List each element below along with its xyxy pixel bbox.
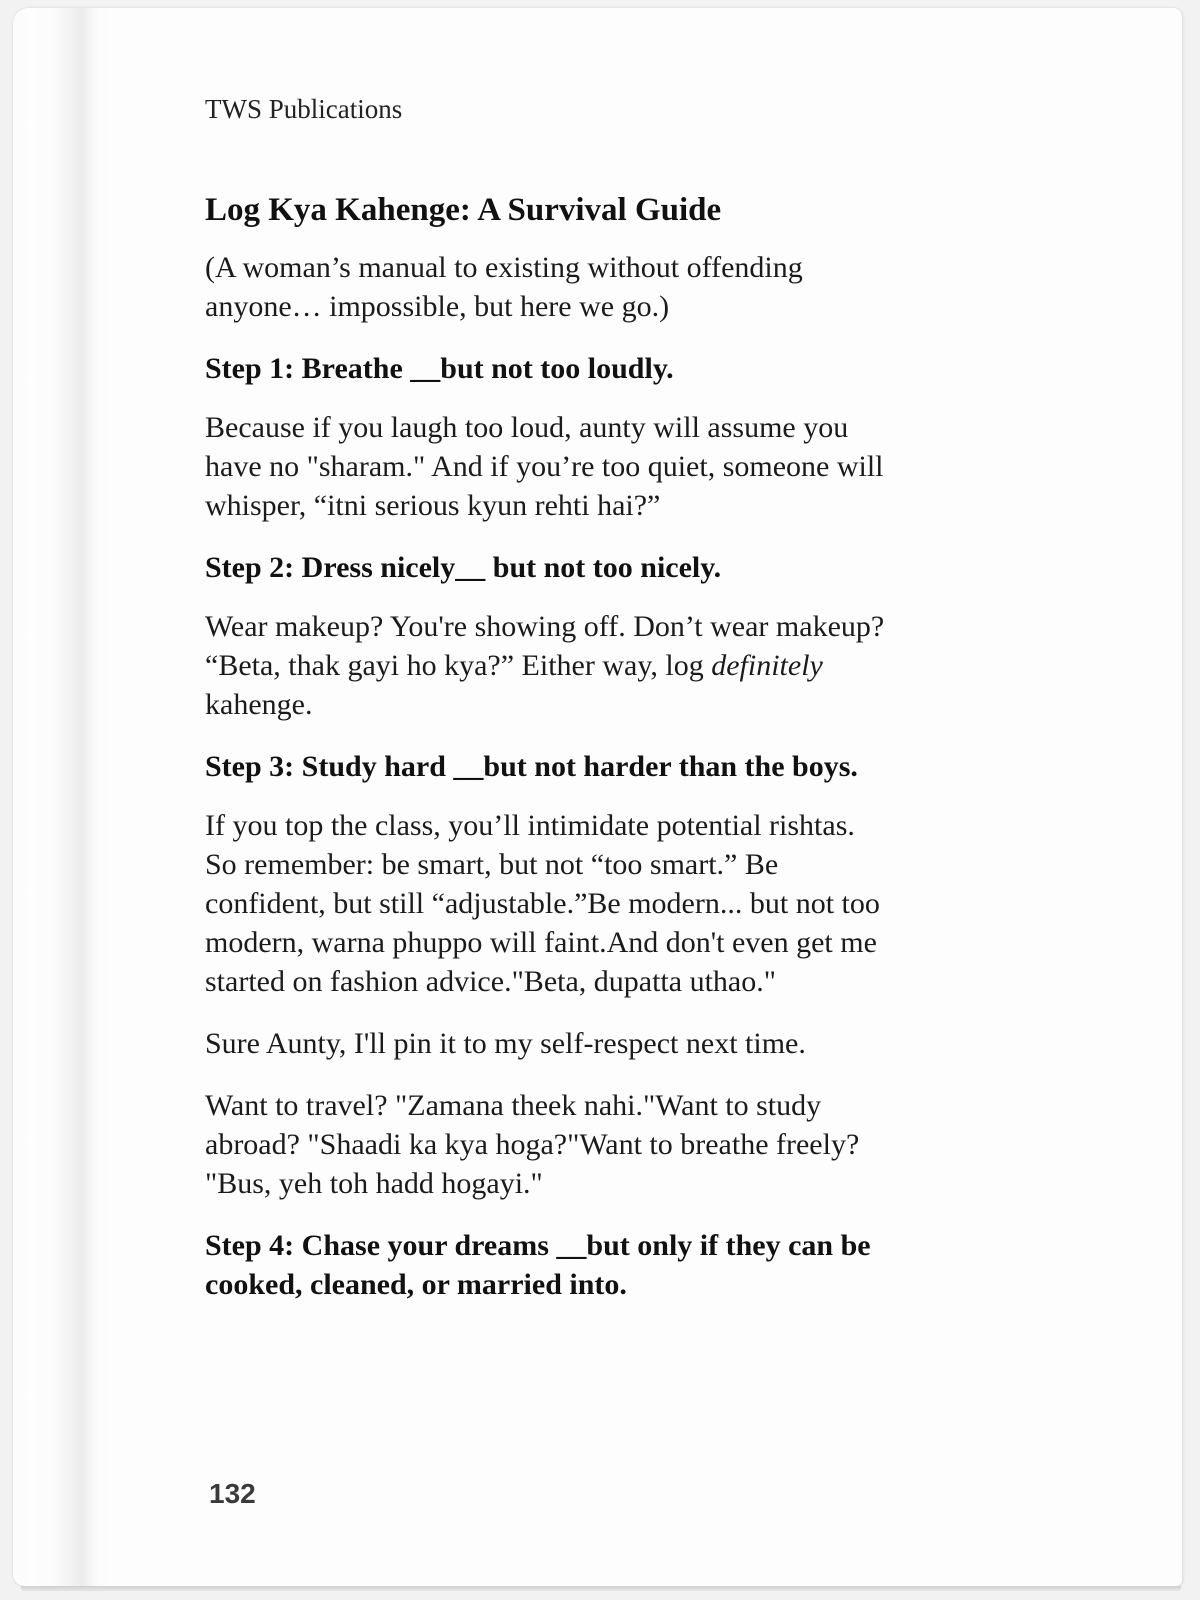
subtitle-line-1: (A woman’s manual to existing without offending [205, 251, 803, 284]
step-3-body [205, 806, 1065, 1001]
wants-paragraph [205, 1086, 1065, 1203]
wants-line-3: "Bus, yeh toh hadd hogayi." [205, 1167, 543, 1200]
wants-line-1: Want to travel? "Zamana theek nahi."Want to study [205, 1089, 822, 1122]
book-page [13, 8, 1182, 1586]
step-4-heading-line-2: cooked, cleaned, or married into. [205, 1268, 627, 1301]
page-content [205, 8, 1065, 1324]
page-bottom-edge [21, 1586, 1181, 1591]
step-1-body-line-3: whisper, “itni serious kyun rehti hai?” [205, 489, 661, 522]
step-4-heading [205, 1226, 1065, 1304]
step-3-body-line-5: started on fashion advice."Beta, dupatta uthao." [205, 965, 776, 998]
step-1-heading: Step 1: Breathe __but not too loudly. [205, 352, 674, 385]
step-1-body [205, 408, 1065, 525]
step-2-body-line-2-text: “Beta, thak gayi ho kya?” Either way, log [205, 649, 712, 682]
page-number: 132 [209, 1478, 256, 1509]
step-2-heading: Step 2: Dress nicely__ but not too nicely. [205, 551, 722, 584]
running-header-publisher: TWS Publications [205, 94, 403, 124]
step-2-body-line-2 [205, 646, 1065, 685]
step-1-body-line-2: have no "sharam." And if you’re too quiet, someone will [205, 450, 884, 483]
step-2-body-line-1: Wear makeup? You're showing off. Don’t wear makeup? [205, 610, 885, 643]
step-1-body-line-1: Because if you laugh too loud, aunty will assume you [205, 411, 849, 444]
aside-line: Sure Aunty, I'll pin it to my self-respect next time. [205, 1027, 806, 1060]
step-2-body-line-3: kahenge. [205, 688, 313, 721]
step-3-heading: Step 3: Study hard __but not harder than the boys. [205, 750, 858, 783]
step-3-body-line-2: So remember: be smart, but not “too smart.” Be [205, 848, 779, 881]
aside-paragraph [205, 1024, 1065, 1063]
step-2-body [205, 607, 1065, 724]
wants-line-2: abroad? "Shaadi ka kya hoga?"Want to breathe freely? [205, 1128, 860, 1161]
book-spine-shading [13, 8, 113, 1586]
chapter-title: Log Kya Kahenge: A Survival Guide [205, 192, 722, 228]
step-4-heading-line-1: Step 4: Chase your dreams __but only if they can be [205, 1229, 871, 1262]
step-3-body-line-3: confident, but still “adjustable.”Be modern... but not too [205, 887, 880, 920]
step-3-body-line-4: modern, warna phuppo will faint.And don't even get me [205, 926, 877, 959]
step-3-body-line-1: If you top the class, you’ll intimidate potential rishtas. [205, 809, 855, 842]
step-2-body-line-2-italic-word: definitely [711, 649, 823, 682]
subtitle-paragraph [205, 248, 1065, 326]
subtitle-line-2: anyone… impossible, but here we go.) [205, 290, 670, 323]
